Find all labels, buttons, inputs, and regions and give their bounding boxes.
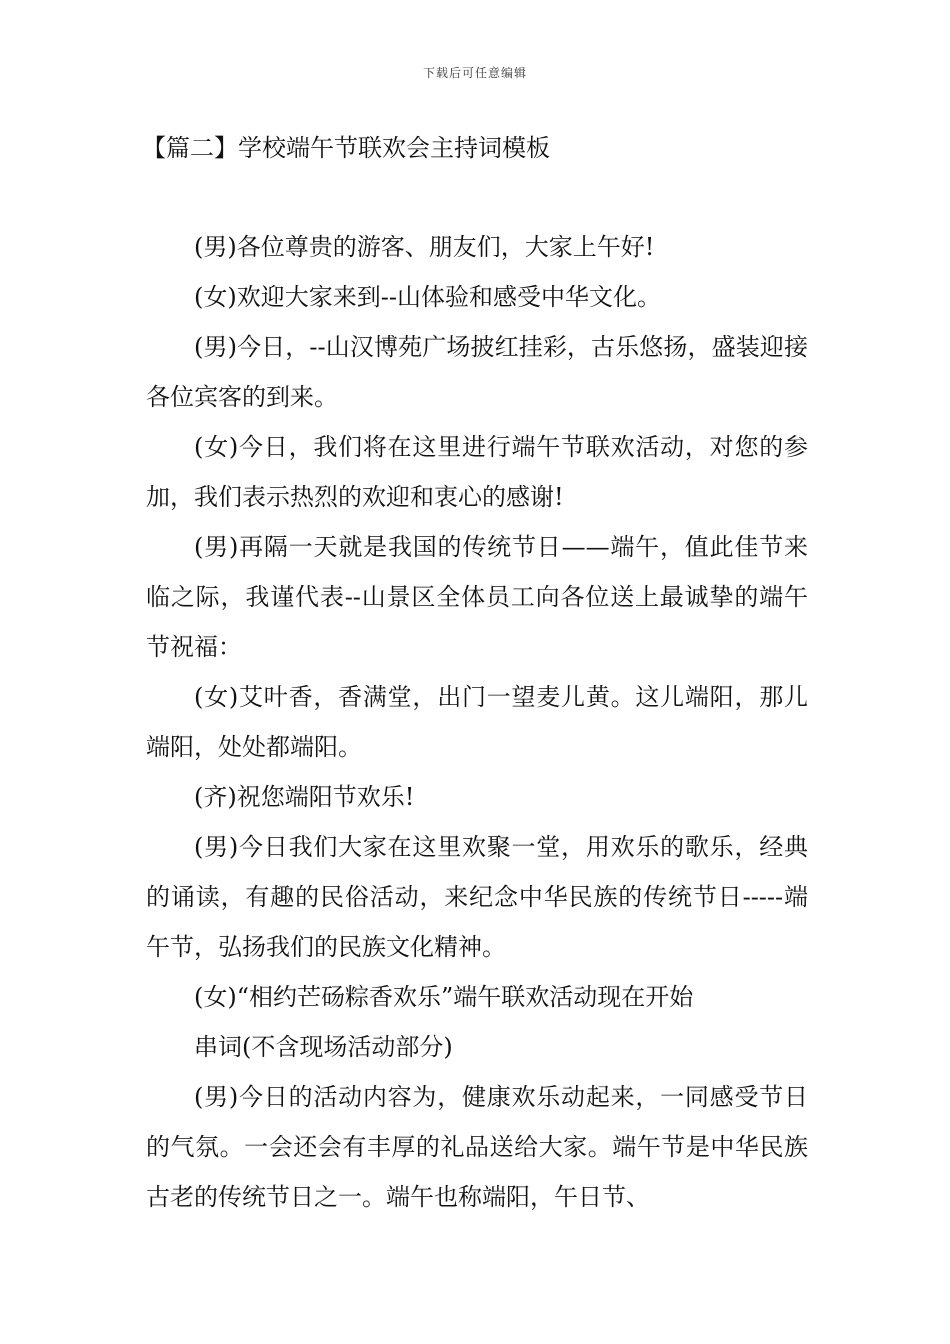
document-body <box>146 222 808 1222</box>
paragraph: (女)“相约芒砀粽香欢乐”端午联欢活动现在开始 <box>194 983 694 1011</box>
paragraph: (齐)祝您端阳节欢乐! <box>194 783 415 811</box>
paragraph: (男)今日我们大家在这里欢聚一堂，用欢乐的歌乐，经典的诵读，有趣的民俗活动，来纪念中华民族的传统节日-----端午节，弘扬我们的民族文化精神。 <box>146 833 808 961</box>
paragraph: (男)今日的活动内容为，健康欢乐动起来，一同感受节日的气氛。一会还会有丰厚的礼品送给大家。端午节是中华民族古老的传统节日之一。端午也称端阳，午日节、 <box>146 1083 808 1211</box>
paragraph: (女)欢迎大家来到--山体验和感受中华文化。 <box>194 283 661 311</box>
paragraph: (男)再隔一天就是我国的传统节日——端午，值此佳节来临之际，我谨代表--山景区全体员工向各位送上最诚挚的端午节祝福： <box>146 533 808 661</box>
paragraph: (女)今日，我们将在这里进行端午节联欢活动，对您的参加，我们表示热烈的欢迎和衷心的感谢! <box>146 433 808 511</box>
document-title: 【篇二】学校端午节联欢会主持词模板 <box>142 134 550 162</box>
paragraph: (男)各位尊贵的游客、朋友们，大家上午好! <box>194 233 655 261</box>
paragraph: (女)艾叶香，香满堂，出门一望麦儿黄。这儿端阳，那儿端阳，处处都端阳。 <box>146 683 808 761</box>
page-header: 下载后可任意编辑 <box>422 66 527 80</box>
paragraph: (男)今日，--山汉博苑广场披红挂彩，古乐悠扬，盛装迎接各位宾客的到来。 <box>146 333 808 411</box>
paragraph: 串词(不含现场活动部分) <box>194 1033 453 1061</box>
